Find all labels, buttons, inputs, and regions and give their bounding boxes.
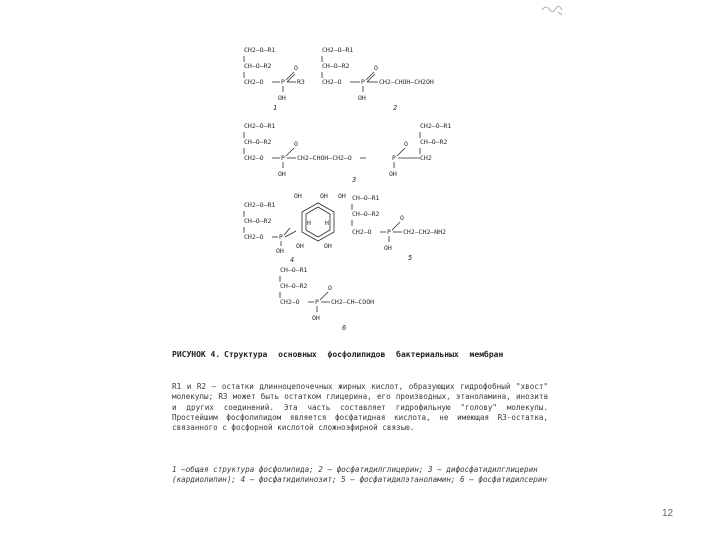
formula-text: P xyxy=(315,298,319,306)
formula-text: OH xyxy=(276,247,284,255)
formula-text: CH—O—R2 xyxy=(244,217,272,225)
formula-text: P xyxy=(387,228,391,236)
formula-text: OH xyxy=(320,192,328,200)
figure-caption-text: Структура основных фосфолипидов бактериальных мембран xyxy=(224,350,504,359)
formula-text: CH2—O xyxy=(352,228,372,236)
formula-text: CH2—CHOH—CH2OH xyxy=(379,78,434,86)
structure-number: 3 xyxy=(352,176,357,184)
formula-text: CH2—CHOH—CH2—O xyxy=(297,154,352,162)
formula-text: CH—O—R2 xyxy=(244,62,272,70)
formula-text: H xyxy=(325,219,329,227)
figure-label: РИСУНОК 4. xyxy=(172,350,221,359)
structure-1 xyxy=(244,46,305,112)
formula-text: P xyxy=(279,233,283,241)
formula-text: O xyxy=(404,140,408,148)
formula-text: P xyxy=(281,154,285,162)
structure-4 xyxy=(244,192,346,264)
figure-caption xyxy=(172,350,562,360)
formula-text: CH2—CH—COOH xyxy=(331,298,375,306)
formula-text: CH—O—R2 xyxy=(420,138,448,146)
formula-text: OH xyxy=(312,314,320,322)
formula-text: CH2—O—R1 xyxy=(244,201,276,209)
formula-text: OH xyxy=(324,242,332,250)
formula-text: OH xyxy=(358,94,366,102)
body-paragraph: R1 и R2 — остатки длинноцепочечных жирных кислот, образующих гидрофобный "хвост" молекулы; R3 может быть остатком глицерина, его производных, этаноламина, инозита и других соединений. Эта часть составляет гидрофильную "голову" молекулы. Простейшим фосфолипидом является фосфатидная кислота, не имеющая R3-остатка, связанного с фосфорной кислотой сложноэфирной связью. xyxy=(172,382,548,433)
formula-text: CH2—O xyxy=(244,233,264,241)
formula-text: OH xyxy=(384,244,392,252)
figure-legend: 1 —общая структура фосфолипида; 2 — фосфатидилглицерин; 3 — дифосфатидилглицерин (кардиолипин); 4 — фосфатидилинозит; 5 — фосфатидилэтаноламин; 6 — фосфатидилсерин xyxy=(172,465,547,485)
formula-text: CH—O—R2 xyxy=(280,282,308,290)
formula-text: OH xyxy=(389,170,397,178)
structure-5 xyxy=(352,194,446,262)
formula-text: OH xyxy=(278,170,286,178)
formula-text: O xyxy=(374,64,378,72)
formula-text: CH—O—R1 xyxy=(280,266,308,274)
formula-text: P xyxy=(361,78,365,86)
formula-text: O xyxy=(294,64,298,72)
structure-3 xyxy=(244,122,451,184)
formula-text: O xyxy=(328,284,332,292)
formula-text: P xyxy=(392,154,396,162)
formula-text: O xyxy=(294,140,298,148)
page-number: 12 xyxy=(662,508,674,519)
formula-text: CH2—O xyxy=(244,154,264,162)
structure-number: 5 xyxy=(408,254,413,262)
formula-text: CH2—CH2—NH2 xyxy=(403,228,447,236)
formula-text: CH2—O—R1 xyxy=(322,46,354,54)
structure-number: 2 xyxy=(393,104,398,112)
formula-text: OH xyxy=(296,242,304,250)
formula-text: OH xyxy=(278,94,286,102)
structure-2 xyxy=(322,46,434,112)
formula-text: H xyxy=(307,219,311,227)
formula-text: CH2—O xyxy=(244,78,264,86)
formula-text: CH2—O xyxy=(322,78,342,86)
formula-text: R3 xyxy=(297,78,305,86)
formula-text: CH—O—R1 xyxy=(352,194,380,202)
structure-number: 6 xyxy=(342,324,347,332)
formula-text: CH2—O xyxy=(280,298,300,306)
formula-text: OH xyxy=(338,192,346,200)
formula-text: CH2—O—R1 xyxy=(244,46,276,54)
formula-text: OH xyxy=(294,192,302,200)
structure-number: 4 xyxy=(290,256,295,264)
formula-text: CH2 xyxy=(420,154,432,162)
structure-6 xyxy=(280,266,374,332)
formula-text: CH—O—R2 xyxy=(244,138,272,146)
formula-text: P xyxy=(281,78,285,86)
formula-text: CH—O—R2 xyxy=(322,62,350,70)
structure-number: 1 xyxy=(273,104,278,112)
formula-text: CH2—O—R1 xyxy=(244,122,276,130)
formula-text: CH2—O—R1 xyxy=(420,122,452,130)
formula-text: CH—O—R2 xyxy=(352,210,380,218)
formula-text: O xyxy=(400,214,404,222)
